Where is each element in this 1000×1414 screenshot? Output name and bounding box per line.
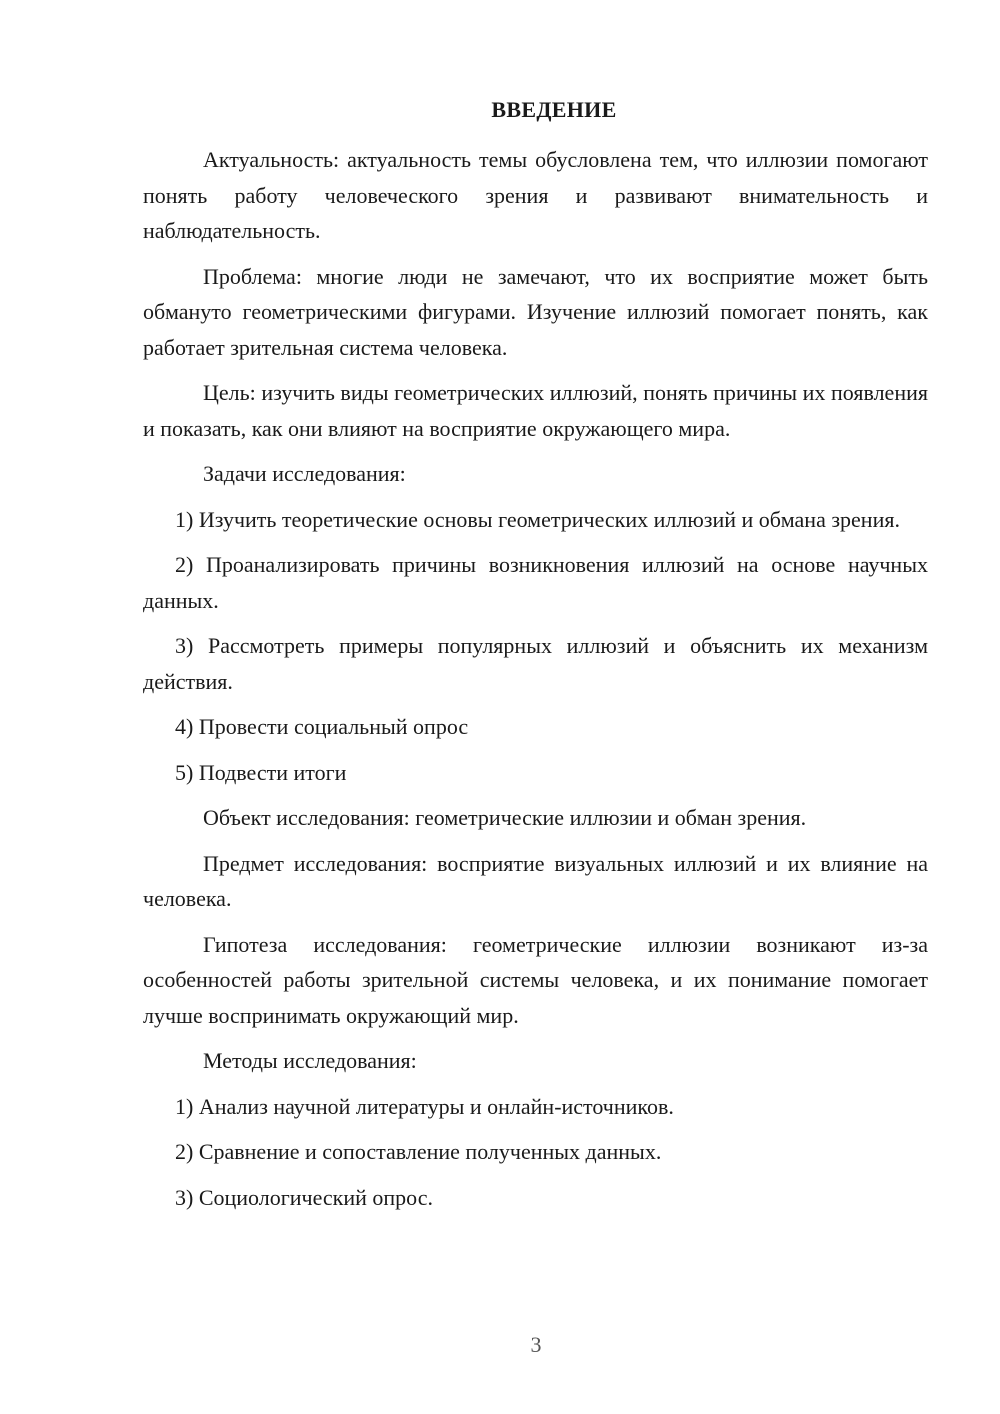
page-content	[143, 142, 928, 1225]
method-item-3: 3) Социологический опрос.	[175, 1184, 433, 1210]
task-item-3: 3) Рассмотреть примеры популярных иллюзий и объяснить их механизм действия.	[143, 633, 928, 694]
task-item-1: 1) Изучить теоретические основы геометрических иллюзий и обмана зрения.	[175, 506, 900, 532]
paragraph-problem: Проблема: многие люди не замечают, что их восприятие может быть обмануто геометрическими фигурами. Изучение иллюзий помогает понять, как работает зрительная система человека.	[143, 263, 928, 360]
page-title-text: ВВЕДЕНИЕ	[491, 97, 617, 122]
tasks-heading: Задачи исследования:	[203, 461, 406, 486]
page-title	[0, 95, 1000, 125]
paragraph-object: Объект исследования: геометрические иллюзии и обман зрения.	[203, 805, 807, 830]
paragraph-goal: Цель: изучить виды геометрических иллюзий, понять причины их появления и показать, как они влияют на восприятие окружающего мира.	[143, 380, 928, 441]
method-item-2: 2) Сравнение и сопоставление полученных данных.	[175, 1139, 662, 1164]
paragraph-subject: Предмет исследования: восприятие визуальных иллюзий и их влияние на человека.	[143, 850, 928, 911]
task-item-5: 5) Подвести итоги	[175, 759, 347, 785]
paragraph-hypothesis: Гипотеза исследования: геометрические иллюзии возникают из-за особенностей работы зрительной системы человека, и их понимание помогает лучше воспринимать окружающий мир.	[143, 931, 928, 1028]
method-item-1: 1) Анализ научной литературы и онлайн-источников.	[175, 1093, 674, 1119]
paragraph-relevance: Актуальность: актуальность темы обусловлена тем, что иллюзии помогают понять работу человеческого зрения и развивают внимательность и наблюдательность.	[143, 147, 928, 243]
task-item-4: 4) Провести социальный опрос	[175, 714, 469, 739]
page-number: 3	[530, 1332, 542, 1357]
task-item-2: 2) Проанализировать причины возникновения иллюзий на основе научных данных.	[143, 552, 928, 613]
methods-heading: Методы исследования:	[203, 1048, 417, 1073]
